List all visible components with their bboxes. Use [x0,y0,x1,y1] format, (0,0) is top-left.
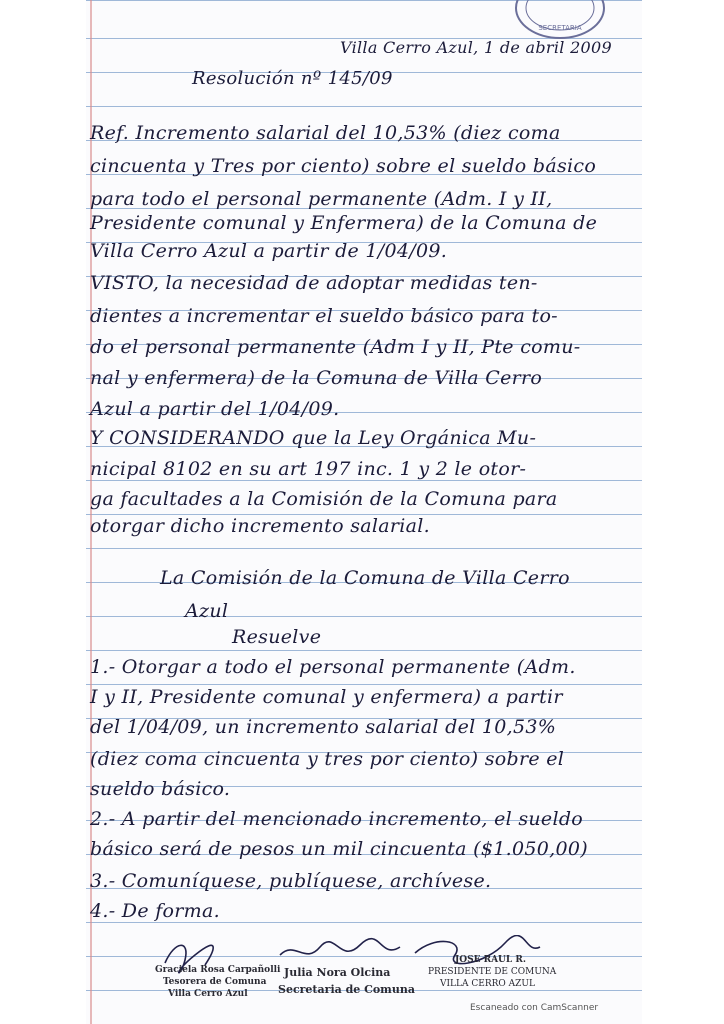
article-line: (diez coma cincuenta y tres por ciento) sobre el [90,748,565,770]
considerando-line: otorgar dicho incremento salarial. [90,515,430,537]
date-line: Villa Cerro Azul, 1 de abril 2009 [340,38,612,57]
visto-line: VISTO, la necesidad de adoptar medidas ten- [90,272,538,294]
signature-right-role: PRESIDENTE DE COMUNA [428,967,557,977]
signature-left-role: Tesorera de Comuna [163,977,267,987]
considerando-line: ga facultades a la Comisión de la Comuna para [90,488,558,510]
article-line: 3.- Comuníquese, publíquese, archívese. [90,870,492,892]
visto-line: nal y enfermera) de la Comuna de Villa Cerro [90,367,543,389]
stamp-text: SECRETARIA [538,24,582,32]
scanner-footer: Escaneado con CamScanner [470,1003,599,1013]
signature-right-name: JOSE RAUL R. [455,955,526,965]
article-line: básico será de pesos un mil cincuenta ($1.050,00) [90,838,588,860]
article-line: 4.- De forma. [90,900,220,922]
ref-line: Presidente comunal y Enfermera) de la Comuna de [90,212,598,234]
signature-left-name: Graciela Rosa Carpañolli [155,965,281,975]
ref-line: Ref. Incremento salarial del 10,53% (diez coma [90,122,561,144]
comision-line: La Comisión de la Comuna de Villa Cerro [160,567,570,589]
comision-line: Azul [185,600,229,622]
article-line: del 1/04/09, un incremento salarial del 10,53% [90,716,557,738]
signature-left-place: Villa Cerro Azul [168,989,248,999]
article-line: I y II, Presidente comunal y enfermera) a partir [90,686,563,708]
visto-line: dientes a incrementar el sueldo básico para to- [90,305,558,327]
article-line: 2.- A partir del mencionado incremento, el sueldo [90,808,584,830]
article-line: 1.- Otorgar a todo el personal permanente (Adm. [90,656,576,678]
considerando-line: nicipal 8102 en su art 197 inc. 1 y 2 le otor- [90,458,527,480]
ref-line: Villa Cerro Azul a partir de 1/04/09. [90,240,448,262]
signature-center-role: Secretaria de Comuna [278,983,415,996]
visto-line: Azul a partir del 1/04/09. [90,398,340,420]
article-line: sueldo básico. [90,778,231,800]
ref-line: cincuenta y Tres por ciento) sobre el sueldo básico [90,155,597,177]
visto-line: do el personal permanente (Adm I y II, Pte comu- [90,336,581,358]
considerando-line: Y CONSIDERANDO que la Ley Orgánica Mu- [90,427,537,449]
official-stamp [510,0,610,40]
ref-line: para todo el personal permanente (Adm. I y II, [90,188,553,210]
signature-center-name: Julia Nora Olcina [284,966,391,979]
signature-right-place: VILLA CERRO AZUL [440,979,535,989]
resuelve-heading: Resuelve [232,626,322,648]
resolution-title: Resolución nº 145/09 [192,68,393,89]
